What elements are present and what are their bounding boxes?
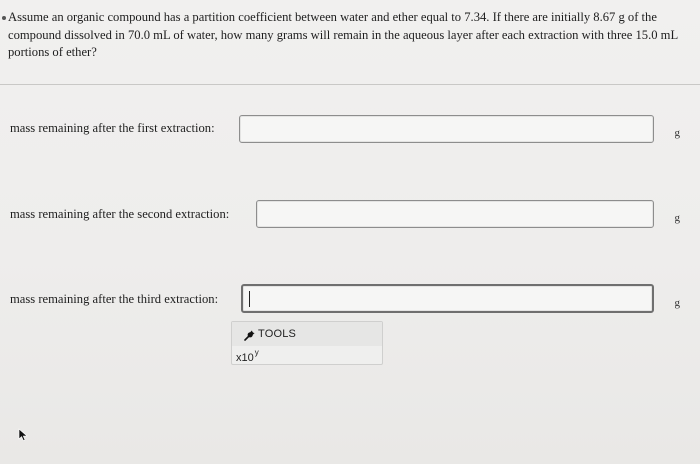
scientific-notation-button[interactable]: [236, 348, 259, 364]
answer-label-first: mass remaining after the first extraction:: [10, 121, 215, 135]
answer-input-first[interactable]: [239, 115, 654, 143]
answer-label-third: mass remaining after the third extraction:: [10, 292, 219, 306]
x10-label: x10: [236, 352, 254, 364]
bullet-icon: [2, 16, 6, 20]
divider: [0, 84, 700, 85]
mouse-pointer-icon: [18, 428, 30, 442]
tools-label: TOOLS: [258, 328, 297, 340]
unit-first: g: [674, 127, 680, 139]
answer-input-third[interactable]: [241, 284, 654, 313]
question-text: [8, 9, 678, 62]
question-body: Assume an organic compound has a partition coefficient between water and ether equal to 7.34. If there are initially 8.67 g of the compound dissolved in 70.0 mL of water, how many grams will remain in the aqueous layer after each extraction with three 15.0 mL portions of ether?: [8, 10, 678, 59]
tools-panel: [231, 321, 383, 365]
exponent-symbol: y: [254, 348, 259, 357]
tools-button[interactable]: [232, 322, 382, 346]
unit-third: g: [674, 297, 680, 309]
wrench-icon: [244, 329, 256, 341]
unit-second: g: [674, 212, 680, 224]
answer-label-second: mass remaining after the second extraction:: [10, 207, 230, 221]
answer-input-second[interactable]: [256, 200, 654, 228]
text-caret: [249, 291, 250, 307]
